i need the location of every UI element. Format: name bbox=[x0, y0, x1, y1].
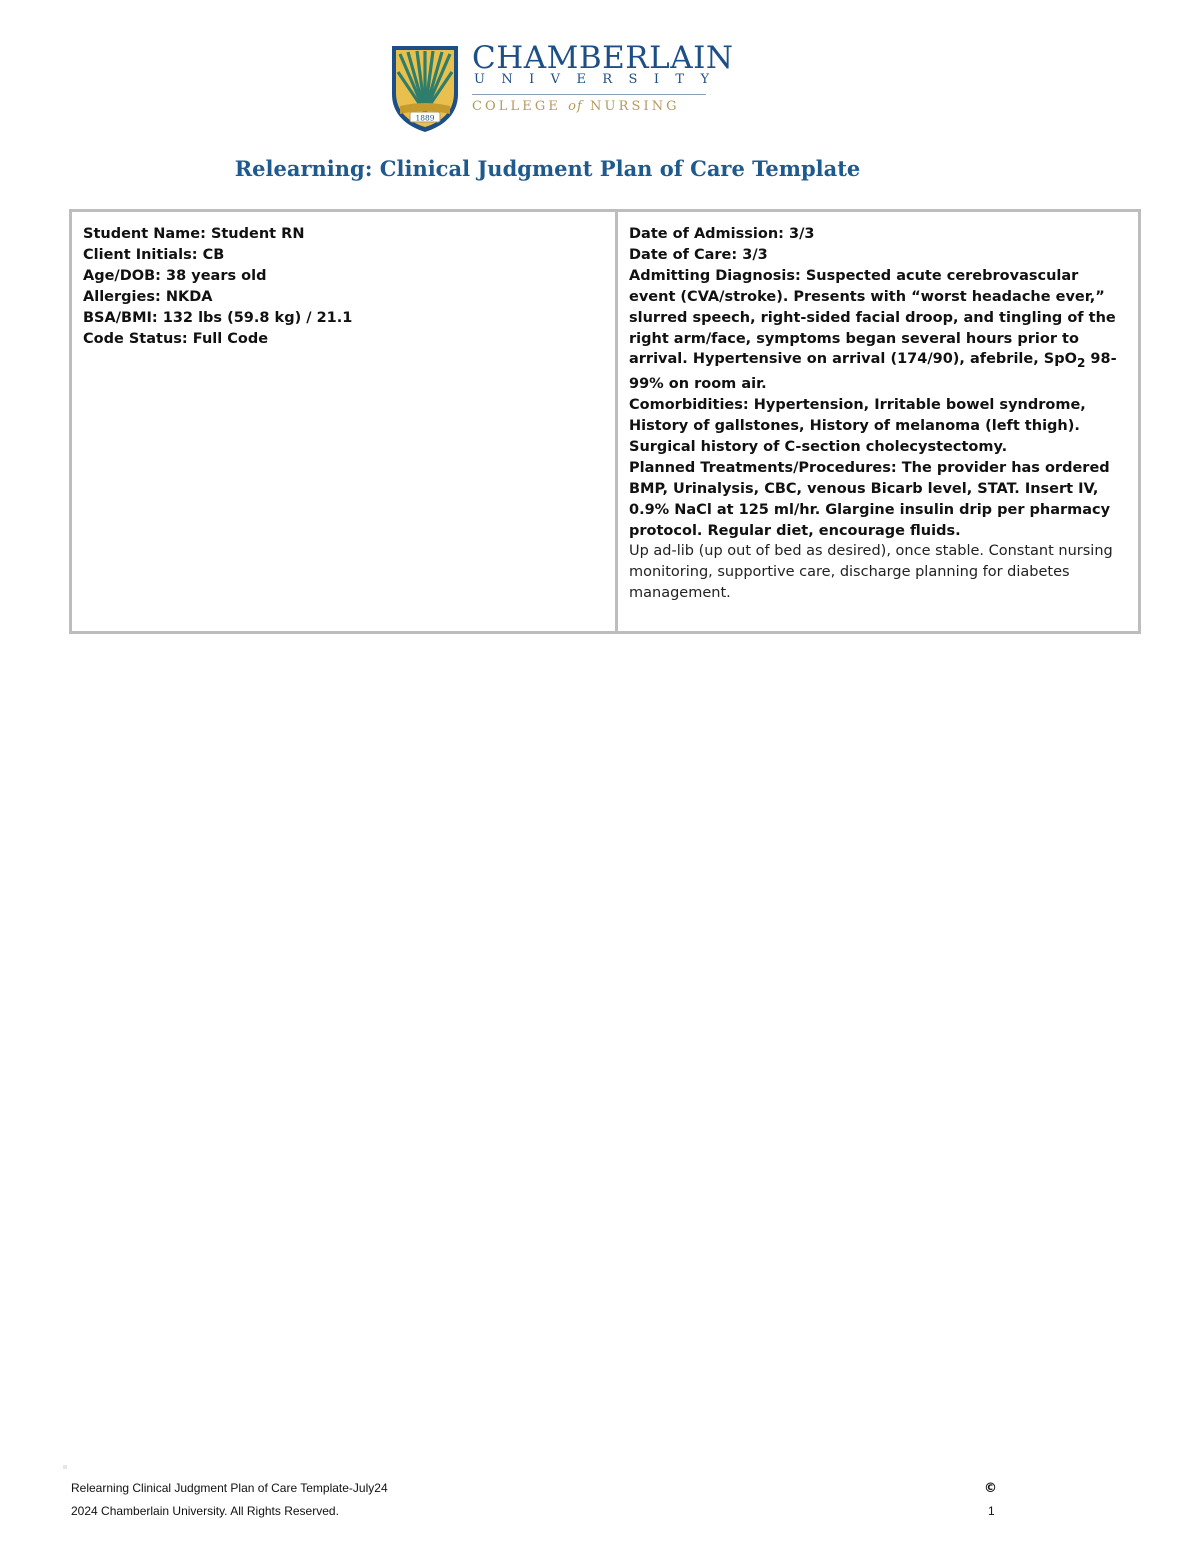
footer-template-name: Relearning Clinical Judgment Plan of Care Template-July24 bbox=[71, 1481, 388, 1495]
activity-note: Up ad-lib (up out of bed as desired), once stable. Constant nursing monitoring, supportive care, discharge planning for diabetes management. bbox=[629, 543, 1113, 602]
university-seal-icon bbox=[388, 42, 462, 134]
client-info-right-cell bbox=[615, 209, 1141, 634]
logo-name: CHAMBERLAIN bbox=[472, 40, 734, 76]
logo-nursing: NURSING bbox=[590, 99, 680, 114]
student-name-value: Student RN bbox=[210, 226, 305, 242]
code-status-label: Code Status : bbox=[83, 331, 193, 347]
admission-date-label: Date of Admission : bbox=[629, 226, 789, 242]
document-title: Relearning: Clinical Judgment Plan of Care Template bbox=[234, 156, 861, 181]
allergies-label: Allergies : bbox=[83, 289, 166, 305]
admitting-diagnosis-text-end: 98-99% on room air. bbox=[629, 351, 1117, 393]
planned-treatments bbox=[629, 458, 1126, 542]
footer-marker bbox=[63, 1465, 67, 1469]
age-dob-row bbox=[83, 266, 603, 287]
care-date-value: 3/3 bbox=[742, 246, 768, 263]
client-initials-value: CB bbox=[202, 246, 225, 263]
seal-year: 1889 bbox=[415, 113, 435, 123]
footer-rights: 2024 Chamberlain University. All Rights Reserved. bbox=[71, 1504, 339, 1518]
admitting-diagnosis-label: Admitting Diagnosis : bbox=[629, 268, 806, 284]
admitting-diagnosis-text: Suspected acute cerebrovascular event (CVA/stroke). Presents with “worst headache ever,” slurred speech, right-sided facial droop, and tingling of the right arm/face, symptoms began several hours prior to arrival. Hypertensive on arrival (174/90), afebrile, SpO bbox=[629, 267, 1116, 368]
student-name-row bbox=[83, 224, 603, 245]
comorbidities-text: Hypertension, Irritable bowel syndrome, History of gallstones, History of melanoma (left thigh). Surgical history of C-section cholecystectomy. bbox=[629, 397, 1086, 455]
comorbidities bbox=[629, 395, 1126, 458]
client-initials-label: Client Initials : bbox=[83, 247, 203, 263]
age-dob-label: Age/DOB : bbox=[83, 268, 166, 284]
logo-divider bbox=[472, 94, 706, 95]
page-footer bbox=[71, 1481, 1001, 1525]
admission-date-row bbox=[629, 224, 1126, 245]
client-info-right-list bbox=[629, 224, 1126, 604]
chamberlain-logo bbox=[388, 40, 734, 134]
comorbidities-label: Comorbidities : bbox=[629, 397, 754, 413]
age-dob-value: 38 years old bbox=[166, 267, 267, 284]
copyright-symbol: © bbox=[984, 1481, 997, 1496]
planned-treatments-text: The provider has ordered BMP, Urinalysis, CBC, venous Bicarb level, STAT. Insert IV, 0.9% NaCl at 125 ml/hr. Glargine insulin drip per pharmacy protocol. Regular diet, encourage fluids. bbox=[629, 459, 1111, 539]
bsa-bmi-value: 132 lbs (59.8 kg) / 21.1 bbox=[162, 309, 353, 326]
code-status-row bbox=[83, 329, 603, 350]
logo-university: UNIVERSITY bbox=[474, 72, 726, 87]
planned-treatments-label: Planned Treatments/Procedures : bbox=[629, 460, 902, 476]
client-info-table bbox=[69, 209, 1141, 634]
code-status-value: Full Code bbox=[192, 330, 269, 347]
student-name-label: Student Name : bbox=[83, 226, 211, 242]
client-initials-row bbox=[83, 245, 603, 266]
allergies-row bbox=[83, 287, 603, 308]
spo2-subscript: 2 bbox=[1076, 356, 1086, 371]
logo-college: COLLEGE bbox=[472, 99, 561, 114]
admission-date-value: 3/3 bbox=[789, 226, 815, 242]
page-number: 1 bbox=[988, 1504, 995, 1518]
logo-college-of-nursing bbox=[472, 99, 680, 114]
client-info-left-cell bbox=[69, 209, 618, 634]
admitting-diagnosis bbox=[629, 266, 1126, 395]
logo-of: of bbox=[568, 99, 583, 114]
logo-wordmark bbox=[472, 40, 734, 134]
bsa-bmi-label: BSA/BMI : bbox=[83, 310, 163, 326]
care-date-label: Date of Care : bbox=[629, 247, 742, 263]
bsa-bmi-row bbox=[83, 308, 603, 329]
care-date-row bbox=[629, 245, 1126, 266]
allergies-value: NKDA bbox=[165, 288, 213, 305]
client-info-left-list bbox=[83, 224, 603, 349]
